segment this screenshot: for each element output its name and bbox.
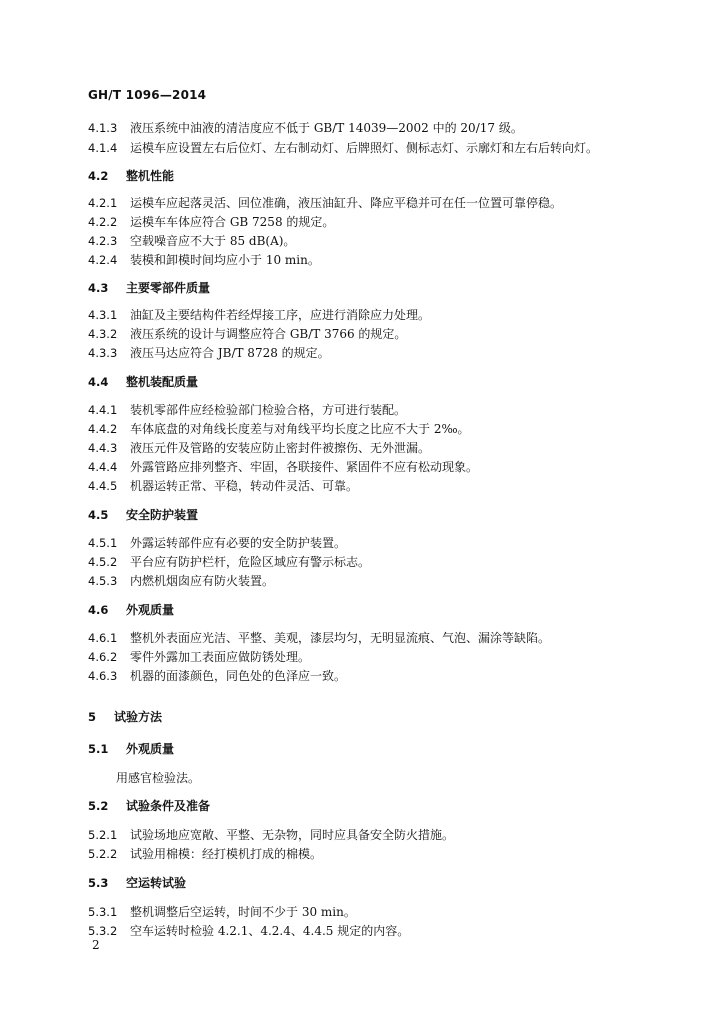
clause-text: 运模车车体应符合 GB 7258 的规定。 [130, 215, 335, 229]
clause-number: 4.2.2 [88, 215, 118, 229]
clause-text: 液压元件及管路的安装应防止密封件被擦伤、无外泄漏。 [130, 441, 431, 455]
clause-text: 机器运转正常、平稳，转动件灵活、可靠。 [130, 479, 359, 493]
clause-text: 外露运转部件应有必要的安全防护装置。 [130, 536, 347, 550]
clause-4-5-2 [88, 554, 370, 570]
clause-number: 4.2.4 [88, 253, 118, 267]
clause-number: 4.4.3 [88, 441, 118, 455]
section-number: 4.4 [88, 375, 109, 389]
clause-text: 油缸及主要结构件若经焊接工序，应进行消除应力处理。 [130, 308, 431, 322]
clause-text: 整机调整后空运转，时间不少于 30 min。 [130, 905, 356, 919]
clause-text: 液压系统中油液的清洁度应不低于 GB/T 14039—2002 中的 20/17 级。 [130, 121, 523, 135]
clause-number: 4.2.1 [88, 196, 118, 210]
clause-number: 4.4.2 [88, 422, 118, 436]
clause-4-4-2 [88, 421, 470, 437]
chapter-title: 试验方法 [114, 710, 163, 724]
clause-text: 空载噪音应不大于 85 dB(A)。 [130, 234, 296, 248]
section-5-2-heading [88, 798, 210, 814]
clause-number: 4.3.3 [88, 346, 118, 360]
chapter-number: 5 [88, 710, 97, 724]
clause-4-4-5 [88, 478, 358, 494]
clause-number: 4.6.2 [88, 650, 118, 664]
section-title: 主要零部件质量 [126, 281, 211, 295]
clause-4-3-1 [88, 307, 430, 323]
clause-number: 5.2.2 [88, 847, 118, 861]
clause-4-4-1 [88, 402, 406, 418]
section-5-1-heading [88, 741, 174, 757]
clause-4-4-3 [88, 440, 430, 456]
clause-5-2-1 [88, 827, 454, 843]
section-4-4-heading [88, 374, 198, 390]
clause-number: 4.4.4 [88, 460, 118, 474]
clause-4-6-2 [88, 649, 310, 665]
clause-text: 整机外表面应光洁、平整、美观，漆层均匀，无明显流痕、气泡、漏涂等缺陷。 [130, 631, 551, 645]
clause-text: 液压系统的设计与调整应符合 GB/T 3766 的规定。 [130, 327, 407, 341]
clause-text: 平台应有防护栏杆，危险区域应有警示标志。 [130, 555, 371, 569]
page-number: 2 [92, 938, 100, 952]
clause-text: 零件外露加工表面应做防锈处理。 [130, 650, 311, 664]
clause-4-4-4 [88, 459, 478, 475]
clause-4-3-3 [88, 345, 330, 361]
clause-number: 4.4.1 [88, 403, 118, 417]
clause-4-2-1 [88, 195, 562, 211]
clause-4-6-1 [88, 630, 550, 646]
clause-4-5-3 [88, 573, 274, 589]
section-4-2-heading [88, 168, 174, 184]
section-title: 空运转试验 [126, 876, 187, 890]
clause-5-3-2 [88, 923, 409, 939]
section-title: 整机装配质量 [126, 375, 199, 389]
clause-5-3-1 [88, 904, 356, 920]
section-4-5-heading [88, 507, 198, 523]
clause-4-3-2 [88, 326, 406, 342]
section-title: 外观质量 [126, 603, 175, 617]
section-title: 外观质量 [126, 742, 175, 756]
section-title: 整机性能 [126, 169, 175, 183]
clause-text: 空车运转时检验 4.2.1、4.2.4、4.4.5 规定的内容。 [130, 924, 410, 938]
clause-number: 5.3.2 [88, 924, 118, 938]
clause-number: 5.3.1 [88, 905, 118, 919]
clause-4-6-3 [88, 668, 346, 684]
section-title: 安全防护装置 [126, 508, 199, 522]
section-number: 4.5 [88, 508, 109, 522]
standard-header: GH/T 1096—2014 [88, 88, 207, 102]
section-number: 4.6 [88, 603, 109, 617]
clause-4-2-3 [88, 233, 295, 249]
clause-number: 4.5.1 [88, 536, 118, 550]
clause-number: 4.5.2 [88, 555, 118, 569]
clause-text: 内燃机烟囱应有防火装置。 [130, 574, 275, 588]
clause-4-5-1 [88, 535, 346, 551]
clause-4-2-4 [88, 252, 320, 268]
section-number: 4.3 [88, 281, 109, 295]
clause-text: 试验用棉模：经打模机打成的棉模。 [130, 847, 323, 861]
clause-text: 车体底盘的对角线长度差与对角线平均长度之比应不大于 2‰。 [130, 422, 470, 436]
clause-4-2-2 [88, 214, 334, 230]
clause-text: 液压马达应符合 JB/T 8728 的规定。 [130, 346, 330, 360]
section-number: 5.1 [88, 742, 109, 756]
clause-number: 4.6.3 [88, 669, 118, 683]
clause-text: 运模车应起落灵活、回位准确，液压油缸升、降应平稳并可在任一位置可靠停稳。 [130, 196, 563, 210]
clause-number: 4.1.4 [88, 141, 118, 155]
clause-number: 4.1.3 [88, 121, 118, 135]
clause-text: 装模和卸模时间均应小于 10 min。 [130, 253, 320, 267]
clause-text: 装机零部件应经检验部门检验合格，方可进行装配。 [130, 403, 407, 417]
clause-text: 外露管路应排列整齐、牢固，各联接件、紧固件不应有松动现象。 [130, 460, 479, 474]
section-number: 5.2 [88, 799, 109, 813]
section-number: 5.3 [88, 876, 109, 890]
clause-4-1-3 [88, 120, 523, 136]
clause-number: 4.6.1 [88, 631, 118, 645]
clause-number: 4.3.1 [88, 308, 118, 322]
clause-number: 5.2.1 [88, 828, 118, 842]
clause-text: 试验场地应宽敞、平整、无杂物，同时应具备安全防火措施。 [130, 828, 455, 842]
clause-4-1-4 [88, 140, 598, 156]
paragraph-text: 用感官检验法。 [116, 771, 201, 785]
clause-text: 运模车应设置左右后位灯、左右制动灯、后牌照灯、侧标志灯、示廓灯和左右后转向灯。 [130, 141, 599, 155]
clause-5-2-2 [88, 846, 322, 862]
chapter-5-heading [88, 709, 162, 725]
section-title: 试验条件及准备 [126, 799, 211, 813]
section-4-6-heading [88, 602, 174, 618]
clause-number: 4.4.5 [88, 479, 118, 493]
section-5-3-heading [88, 875, 186, 891]
clause-number: 4.2.3 [88, 234, 118, 248]
section-4-3-heading [88, 280, 210, 296]
clause-number: 4.5.3 [88, 574, 118, 588]
paragraph-5-1 [116, 770, 200, 786]
clause-text: 机器的面漆颜色，同色处的色泽应一致。 [130, 669, 347, 683]
section-number: 4.2 [88, 169, 109, 183]
clause-number: 4.3.2 [88, 327, 118, 341]
